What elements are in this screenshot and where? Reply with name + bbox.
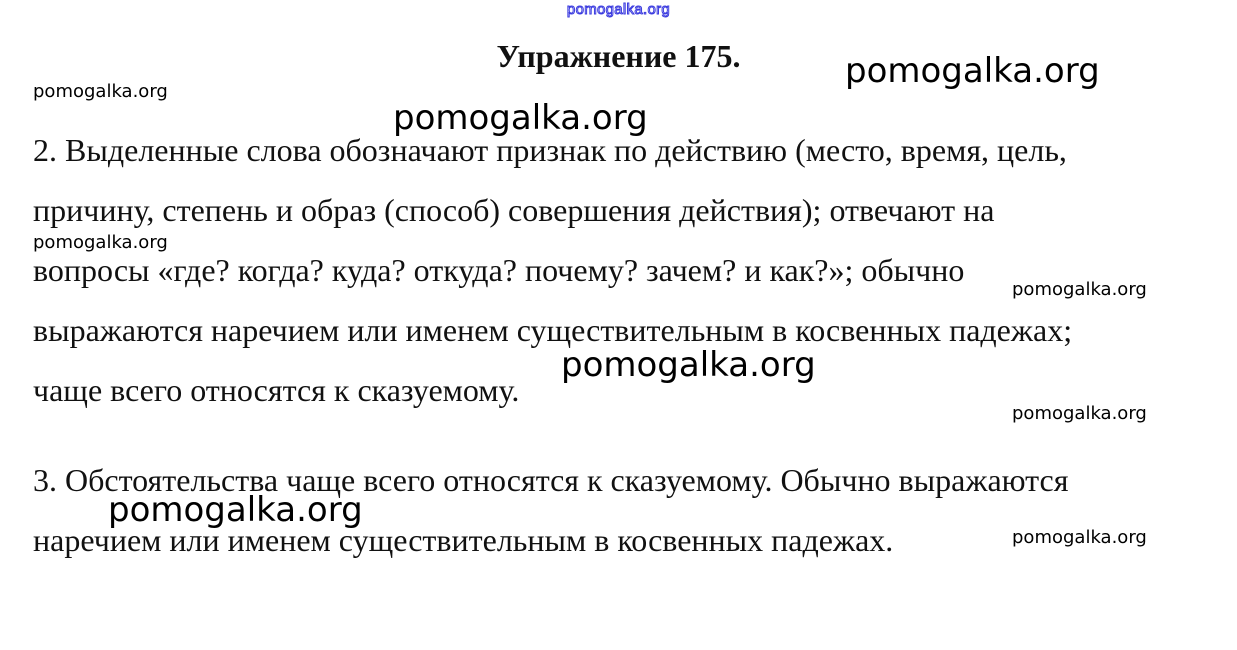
paragraph-line: вопросы «где? когда? куда? откуда? почему? зачем? и как?»; обычно xyxy=(33,252,965,288)
watermark: pomogalka.org xyxy=(33,232,168,253)
paragraph-line: причину, степень и образ (способ) совершения действия); отвечают на xyxy=(33,192,995,228)
watermark: pomogalka.org xyxy=(561,345,816,385)
watermark: pomogalka.org xyxy=(108,490,363,530)
paragraph-line: выражаются наречием или именем существительным в косвенных падежах; xyxy=(33,312,1073,348)
watermark: pomogalka.org xyxy=(33,81,168,102)
watermark: pomogalka.org xyxy=(845,51,1100,91)
paragraph-line: наречием или именем существительным в косвенных падежах. xyxy=(33,522,894,558)
site-link[interactable]: pomogalka.org xyxy=(566,1,671,18)
watermark: pomogalka.org xyxy=(1012,279,1147,300)
paragraph-line: чаще всего относятся к сказуемому. xyxy=(33,372,520,408)
paragraph-line: 3. Обстоятельства чаще всего относятся к сказуемому. Обычно выражаются xyxy=(33,462,1069,498)
exercise-title: Упражнение 175. xyxy=(496,38,741,74)
watermark: pomogalka.org xyxy=(1012,403,1147,424)
watermark: pomogalka.org xyxy=(1012,527,1147,548)
paragraph-line: 2. Выделенные слова обозначают признак по действию (место, время, цель, xyxy=(33,132,1067,168)
watermark: pomogalka.org xyxy=(393,98,648,138)
